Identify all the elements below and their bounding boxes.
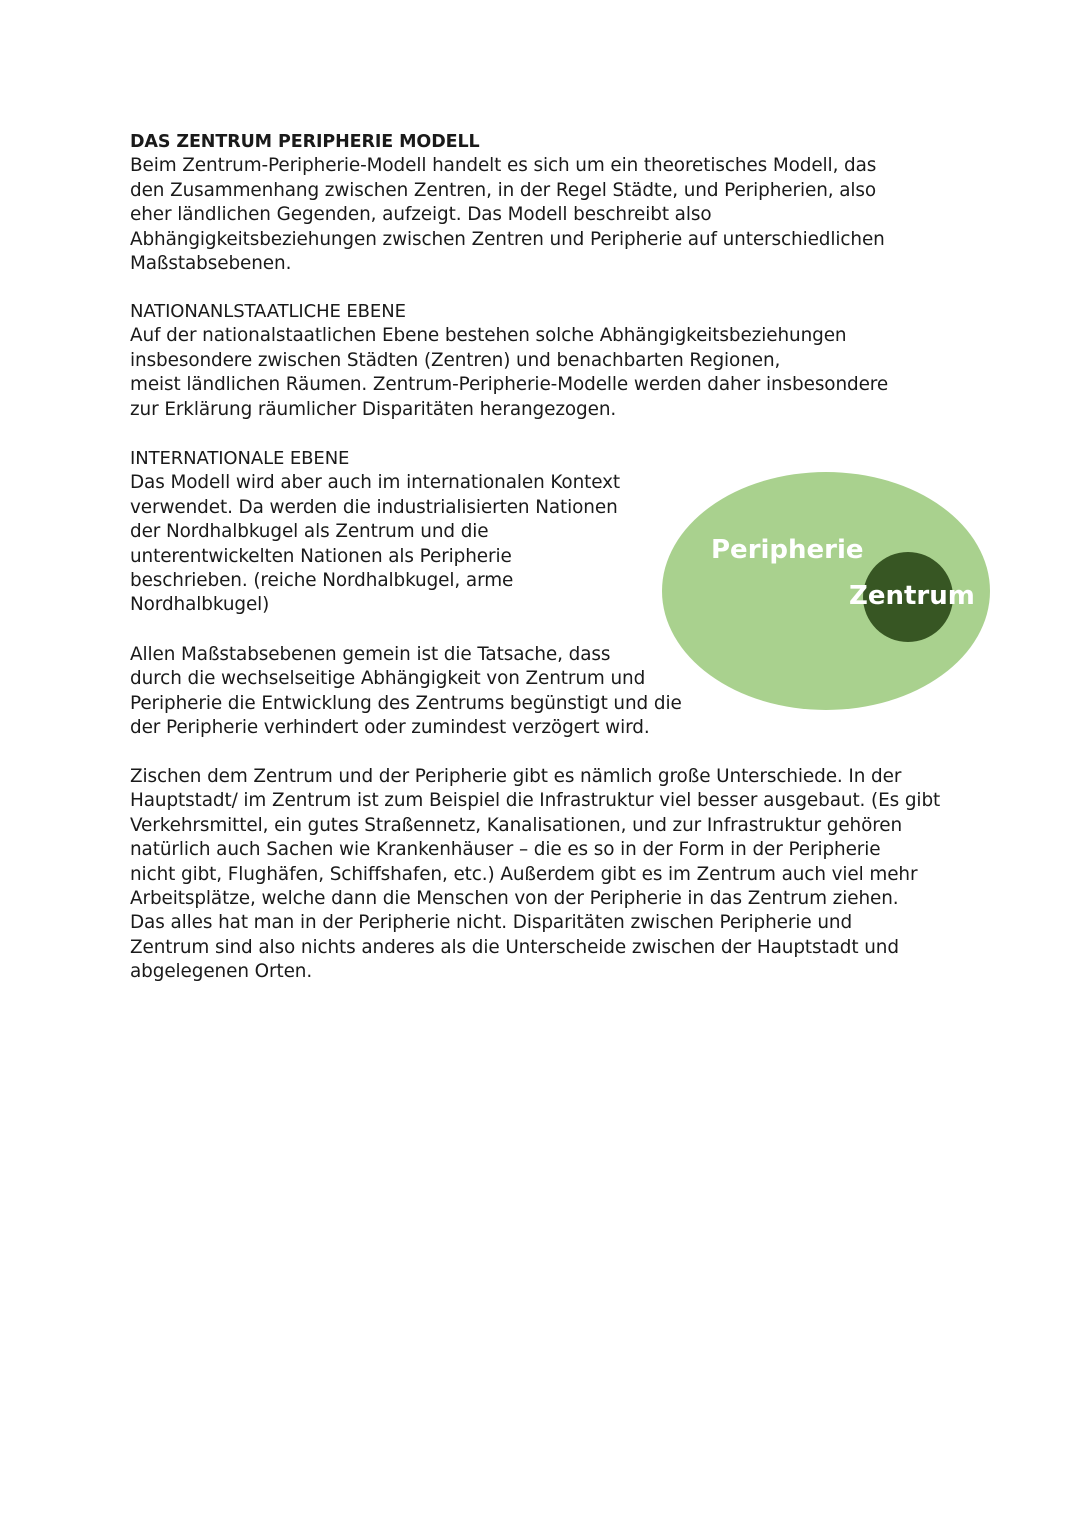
international-line: Nordhalbkugel) xyxy=(130,594,270,616)
differences-line: Das alles hat man in der Peripherie nicht. Disparitäten zwischen Peripherie und xyxy=(130,912,853,934)
national-heading: NATIONANLSTAATLICHE EBENE xyxy=(130,301,406,322)
document-title: DAS ZENTRUM PERIPHERIE MODELL xyxy=(130,132,480,152)
national-line: zur Erklärung räumlicher Disparitäten herangezogen. xyxy=(130,398,617,420)
common-line: durch die wechselseitige Abhängigkeit von Zentrum und xyxy=(130,668,646,690)
intro-line: eher ländlichen Gegenden, aufzeigt. Das Modell beschreibt also xyxy=(130,204,712,226)
international-line: der Nordhalbkugel als Zentrum und die xyxy=(130,521,489,543)
differences-line: Arbeitsplätze, welche dann die Menschen von der Peripherie in das Zentrum ziehen. xyxy=(130,888,899,910)
differences-line: abgelegenen Orten. xyxy=(130,961,313,983)
differences-line: nicht gibt, Flughäfen, Schiffshafen, etc.) Außerdem gibt es im Zentrum auch viel mehr xyxy=(130,863,918,885)
international-line: beschrieben. (reiche Nordhalbkugel, arme xyxy=(130,570,514,592)
differences-line: natürlich auch Sachen wie Krankenhäuser – die es so in der Form in der Peripherie xyxy=(130,839,881,861)
intro-line: den Zusammenhang zwischen Zentren, in der Regel Städte, und Peripherien, also xyxy=(130,179,877,201)
national-line: insbesondere zwischen Städten (Zentren) und benachbarten Regionen, xyxy=(130,349,781,371)
national-section xyxy=(130,300,888,422)
differences-line: Hauptstadt/ im Zentrum ist zum Beispiel die Infrastruktur viel besser ausgebaut. (Es gibt xyxy=(130,790,941,812)
intro-line: Abhängigkeitsbeziehungen zwischen Zentren und Peripherie auf unterschiedlichen xyxy=(130,228,885,250)
common-line: der Peripherie verhindert oder zumindest verzögert wird. xyxy=(130,717,650,739)
national-line: Auf der nationalstaatlichen Ebene bestehen solche Abhängigkeitsbeziehungen xyxy=(130,325,847,347)
center-label: Zentrum xyxy=(849,581,975,611)
international-line: unterentwickelten Nationen als Peripherie xyxy=(130,545,512,567)
common-line: Allen Maßstabsebenen gemein ist die Tatsache, dass xyxy=(130,644,611,665)
diagram-svg xyxy=(660,472,995,714)
national-line: meist ländlichen Räumen. Zentrum-Peripherie-Modelle werden daher insbesondere xyxy=(130,374,889,396)
intro-line: Beim Zentrum-Peripherie-Modell handelt es sich um ein theoretisches Modell, das xyxy=(130,155,877,177)
center-periphery-diagram xyxy=(660,472,995,714)
differences-line: Zentrum sind also nichts anderes als die Unterscheide zwischen der Hauptstadt und xyxy=(130,936,899,958)
common-line: Peripherie die Entwicklung des Zentrums begünstigt und die xyxy=(130,692,682,714)
international-heading: INTERNATIONALE EBENE xyxy=(130,448,350,469)
differences-line: Verkehrsmittel, ein gutes Straßennetz, Kanalisationen, und zur Infrastruktur gehören xyxy=(130,814,903,836)
periphery-label: Peripherie xyxy=(711,535,864,565)
international-section xyxy=(130,447,620,618)
intro-line: Maßstabsebenen. xyxy=(130,253,292,275)
international-line: verwendet. Da werden die industrialisierten Nationen xyxy=(130,496,618,518)
common-section xyxy=(130,643,682,741)
differences-line: Zischen dem Zentrum und der Peripherie gibt es nämlich große Unterschiede. In der xyxy=(130,766,902,787)
international-line: Das Modell wird aber auch im internationalen Kontext xyxy=(130,472,621,494)
intro-section xyxy=(130,130,885,276)
differences-section xyxy=(130,765,940,985)
